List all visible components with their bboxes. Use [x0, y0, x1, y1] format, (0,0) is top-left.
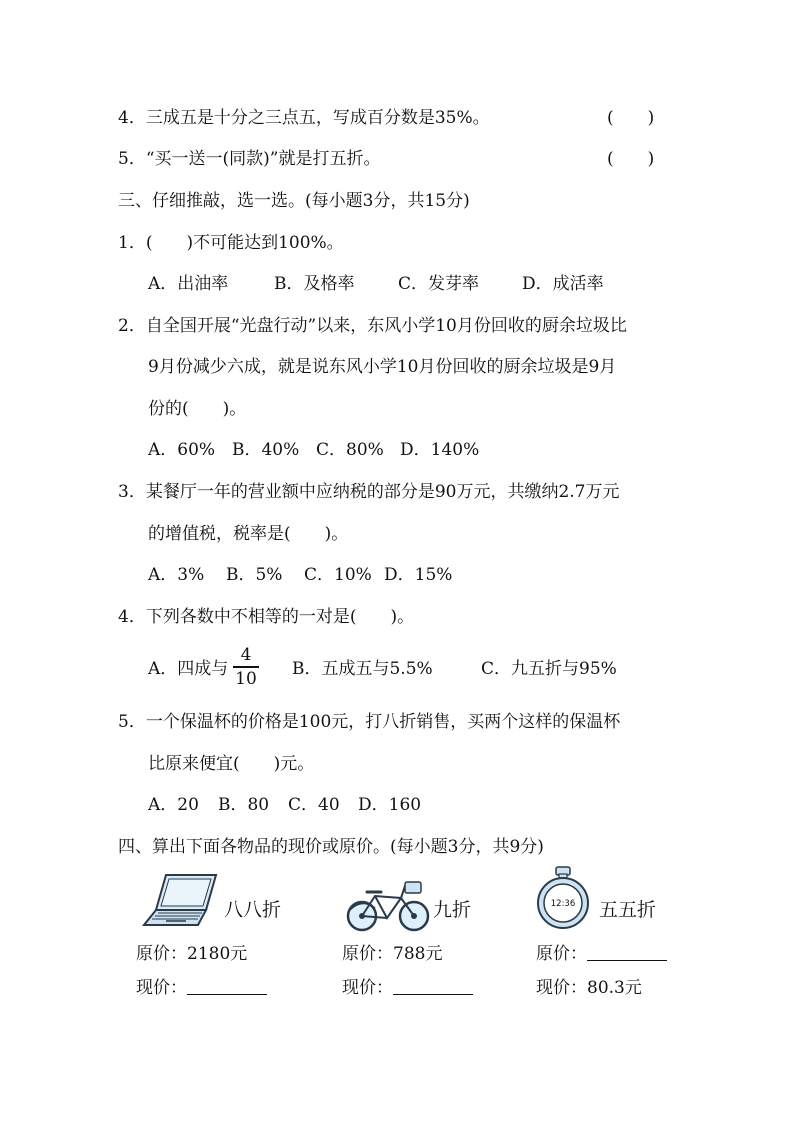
fraction-numerator: 4: [240, 645, 252, 665]
item1-original-label: 原价：: [136, 944, 187, 964]
item1-current-blank[interactable]: [187, 976, 267, 995]
item2-current-price: [342, 976, 473, 1000]
s3-q3-line2: 的增值税，税率是( )。: [148, 524, 349, 544]
s3-q3-option-d[interactable]: D．15%: [384, 565, 453, 585]
stopwatch-display: 12:36: [550, 899, 576, 909]
judge-q4-text: 三成五是十分之三点五，写成百分数是35%。: [145, 108, 490, 128]
item3-original-price: [536, 942, 667, 966]
fraction-bar: [233, 666, 259, 668]
s3-q1-option-d[interactable]: D．成活率: [522, 274, 604, 294]
s3-q1-option-b[interactable]: B．及格率: [274, 274, 355, 294]
s3-q4-option-c[interactable]: C．九五折与95%: [481, 659, 617, 679]
judge-q4: [118, 106, 490, 130]
stopwatch-icon: [536, 866, 590, 932]
s3-q1-option-a[interactable]: A．出油率: [148, 274, 229, 294]
s3-q1-text: 1．( )不可能达到100%。: [118, 233, 344, 253]
judge-q5-number: 5．: [118, 149, 146, 169]
fraction-denominator: 10: [235, 668, 257, 689]
s3-q2-options: [148, 438, 479, 462]
item2-original-price: [342, 942, 442, 966]
s3-q2-option-b[interactable]: B．40%: [232, 440, 300, 460]
s3-q2-line3: 份的( )。: [148, 399, 247, 419]
laptop-icon: [142, 872, 220, 930]
item2-original-value: 788元: [393, 944, 443, 964]
item3-current-price: [536, 976, 642, 1000]
item1-original-price: [136, 942, 247, 966]
s3-q2-line1: 2．自全国开展“光盘行动”以来，东风小学10月份回收的厨余垃圾比: [118, 316, 627, 336]
s3-q3-option-c[interactable]: C．10%: [304, 565, 372, 585]
judge-q4-number: 4．: [118, 108, 146, 128]
s3-q4-text: 4．下列各数中不相等的一对是( )。: [118, 607, 415, 627]
item3-current-value: 80.3元: [587, 978, 642, 998]
s3-q5-line1: 5．一个保温杯的价格是100元，打八折销售，买两个这样的保温杯: [118, 712, 621, 732]
s3-q1-option-c[interactable]: C．发芽率: [398, 274, 480, 294]
judge-q5-text: “买一送一(同款)”就是打五折。: [145, 149, 381, 169]
item2-discount: 九折: [433, 899, 472, 921]
s3-q3-line1: 3．某餐厅一年的营业额中应纳税的部分是90万元，共缴纳2.7万元: [118, 482, 620, 502]
s3-q3-option-a[interactable]: A．3%: [148, 565, 205, 585]
judge-q5: [118, 147, 380, 171]
s3-q2-option-d[interactable]: D．140%: [400, 440, 480, 460]
item3-original-blank[interactable]: [587, 942, 667, 961]
s3-q1-options: [148, 272, 604, 296]
item2-current-label: 现价：: [342, 978, 393, 998]
item2-original-label: 原价：: [342, 944, 393, 964]
s3-q5-option-c[interactable]: C．40: [288, 795, 340, 815]
section3-title: 三、仔细推敲，选一选。(每小题3分，共15分): [118, 191, 470, 211]
s3-q4-fraction: [233, 645, 259, 689]
s3-q4-option-a[interactable]: A．四成与: [148, 659, 229, 679]
s3-q5-options: [148, 793, 421, 817]
s3-q5-line2: 比原来便宜( )元。: [148, 754, 315, 774]
s3-q5-option-b[interactable]: B．80: [218, 795, 270, 815]
s3-q3-options: [148, 563, 452, 587]
item2-current-blank[interactable]: [393, 976, 473, 995]
s3-q2-line2: 9月份减少六成，就是说东风小学10月份回收的厨余垃圾是9月: [148, 357, 617, 377]
bicycle-icon: [345, 878, 433, 934]
s3-q2-option-a[interactable]: A．60%: [148, 440, 216, 460]
judge-q5-answer-blank[interactable]: ( ): [607, 149, 655, 169]
s3-q5-option-a[interactable]: A．20: [148, 795, 199, 815]
section4-title: 四、算出下面各物品的现价或原价。(每小题3分，共9分): [118, 837, 544, 857]
item1-current-price: [136, 976, 267, 1000]
s3-q3-option-b[interactable]: B．5%: [226, 565, 283, 585]
item1-discount: 八八折: [224, 899, 282, 921]
s3-q5-option-d[interactable]: D．160: [358, 795, 422, 815]
item3-original-label: 原价：: [536, 944, 587, 964]
item1-current-label: 现价：: [136, 978, 187, 998]
s3-q2-option-c[interactable]: C．80%: [316, 440, 384, 460]
s3-q4-option-b[interactable]: B．五成五与5.5%: [292, 659, 433, 679]
item1-original-value: 2180元: [187, 944, 248, 964]
item3-discount: 五五折: [599, 899, 657, 921]
judge-q4-answer-blank[interactable]: ( ): [607, 108, 655, 128]
item3-current-label: 现价：: [536, 978, 587, 998]
